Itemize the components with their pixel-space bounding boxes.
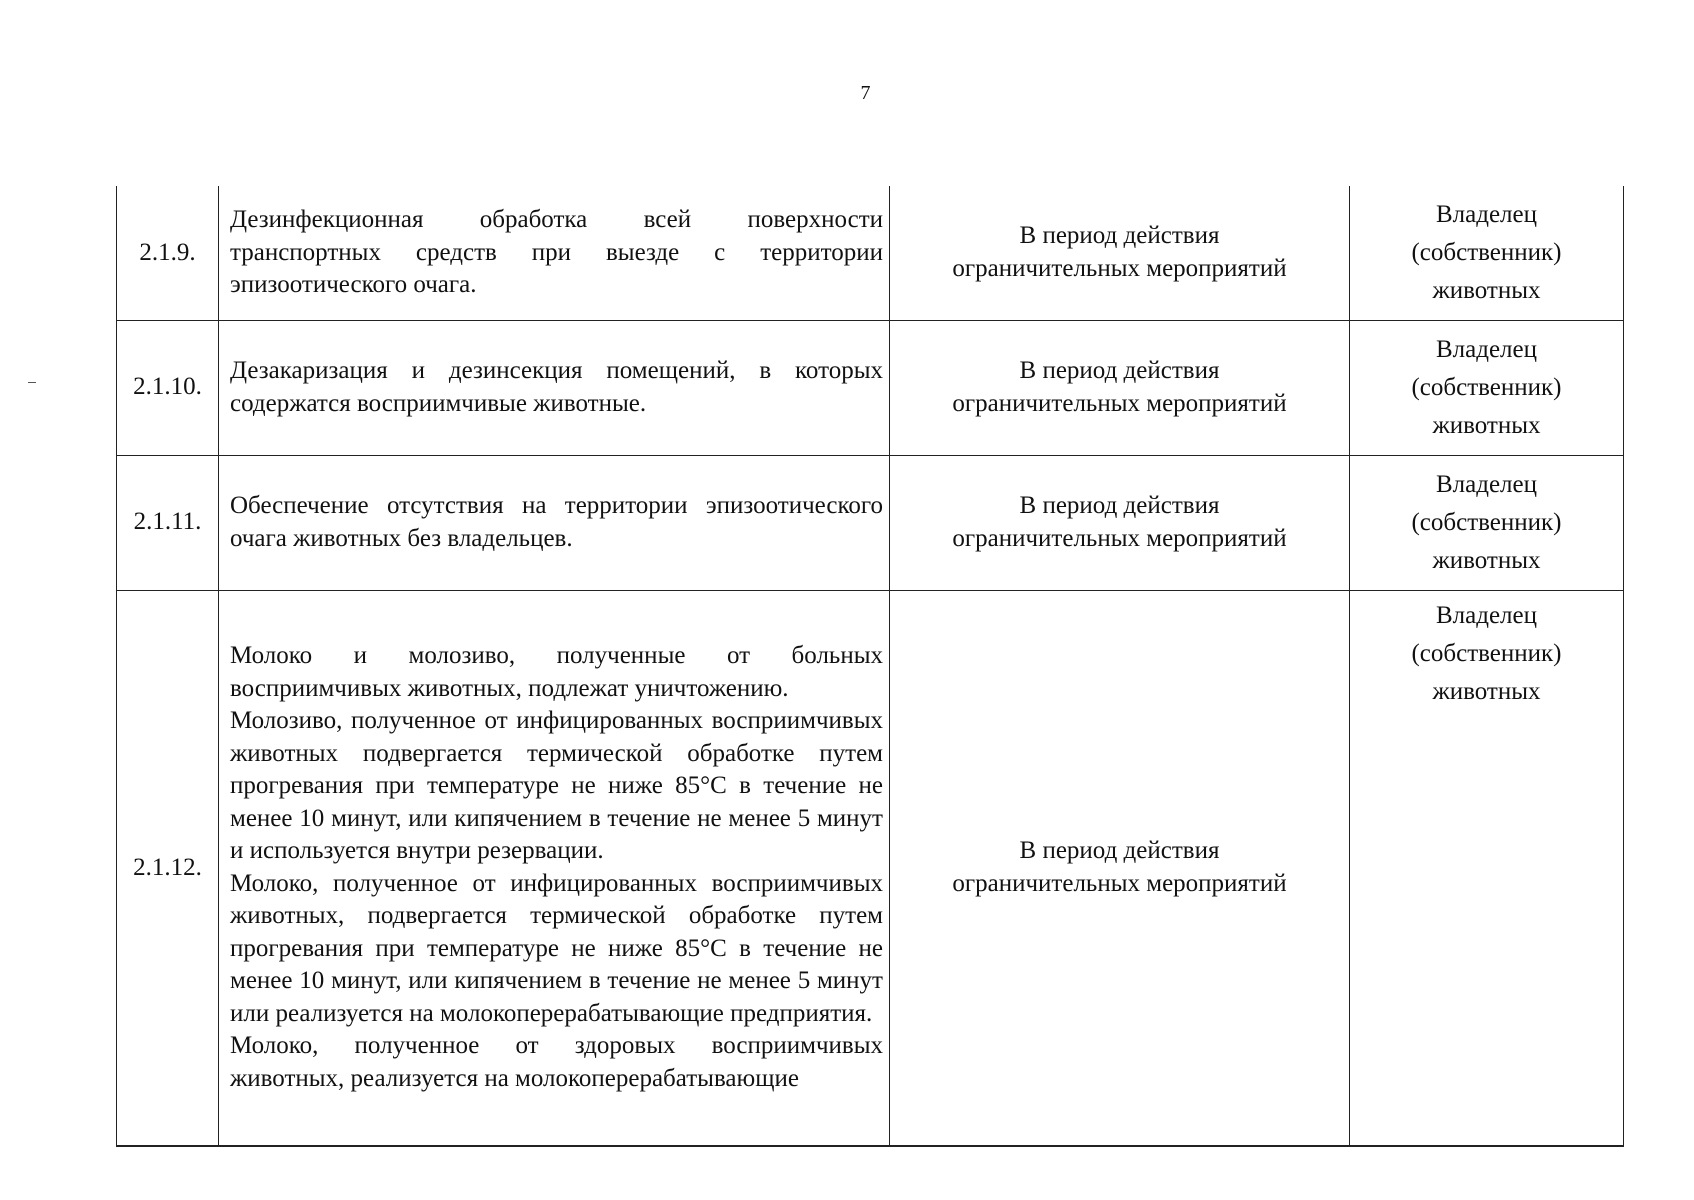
responsible-cell — [1350, 320, 1624, 455]
measures-table — [116, 186, 1624, 1147]
responsible-line: животных — [1432, 546, 1541, 574]
responsible-line: животных — [1432, 677, 1541, 705]
page-number: 7 — [860, 82, 871, 104]
responsible-line: (собственник) — [1411, 508, 1562, 536]
responsible-line: (собственник) — [1411, 639, 1562, 667]
item-number: 2.1.9. — [117, 186, 219, 320]
table-row — [117, 186, 1624, 320]
description-paragraph: Дезинфекционная обработка всей поверхности транспортных средств при выезде с территории эпизоотического очага. — [230, 206, 883, 298]
responsible-line: (собственник) — [1411, 373, 1562, 401]
period-line: В период действия — [1019, 357, 1220, 384]
responsible-line: Владелец — [1435, 200, 1537, 228]
table-row — [117, 455, 1624, 590]
responsible-cell — [1350, 590, 1624, 1146]
responsible-line: (собственник) — [1411, 238, 1562, 266]
description-paragraph: Молозиво, полученное от инфицированных восприимчивых животных подвергается термической обработке путем прогревания при температуре не ниже 85°С в течение не менее 10 минут, или кипячением в течение не менее 5 минут и используется внутри резервации. — [230, 707, 883, 865]
period-line: ограничительных мероприятий — [952, 389, 1287, 417]
item-number: 2.1.12. — [117, 590, 219, 1146]
description-paragraph: Молоко, полученное от здоровых восприимчивых животных, реализуется на молокоперерабатывающие — [230, 1032, 883, 1092]
period-line: В период действия — [1019, 837, 1220, 865]
period-line: ограничительных мероприятий — [952, 869, 1287, 897]
table-row — [117, 320, 1624, 455]
item-number: 2.1.11. — [117, 455, 219, 590]
period-line: ограничительных мероприятий — [952, 524, 1287, 552]
description-paragraph: Молоко и молозиво, полученные от больных восприимчивых животных, подлежат уничтожению. — [230, 642, 883, 702]
measure-description — [219, 590, 890, 1146]
period-cell — [890, 455, 1350, 590]
measure-description — [219, 186, 890, 320]
description-paragraph: Дезакаризация и дезинсекция помещений, в которых содержатся восприимчивые животные. — [230, 357, 883, 417]
measure-description — [219, 455, 890, 590]
responsible-line: Владелец — [1435, 470, 1537, 498]
period-cell — [890, 590, 1350, 1146]
description-paragraph: Молоко, полученное от инфицированных восприимчивых животных, подвергается термической обработке путем прогревания при температуре не ниже 85°С в течение не менее 10 минут, или кипячением в течение не менее 5 минут или реализуется на молокоперерабатывающие предприятия. — [230, 869, 883, 1027]
period-cell — [890, 186, 1350, 320]
scan-artifact — [28, 382, 36, 383]
responsible-line: Владелец — [1435, 335, 1537, 363]
measure-description — [219, 320, 890, 455]
responsible-cell — [1350, 186, 1624, 320]
description-paragraph: Обеспечение отсутствия на территории эпизоотического очага животных без владельцев. — [230, 492, 883, 552]
responsible-line: животных — [1432, 276, 1541, 304]
responsible-line: Владелец — [1435, 601, 1537, 629]
period-cell — [890, 320, 1350, 455]
period-line: ограничительных мероприятий — [952, 254, 1287, 282]
responsible-cell — [1350, 455, 1624, 590]
period-line: В период действия — [1019, 222, 1220, 250]
table-row — [117, 590, 1624, 1146]
item-number: 2.1.10. — [117, 320, 219, 455]
period-line: В период действия — [1019, 492, 1220, 519]
responsible-line: животных — [1432, 411, 1541, 439]
